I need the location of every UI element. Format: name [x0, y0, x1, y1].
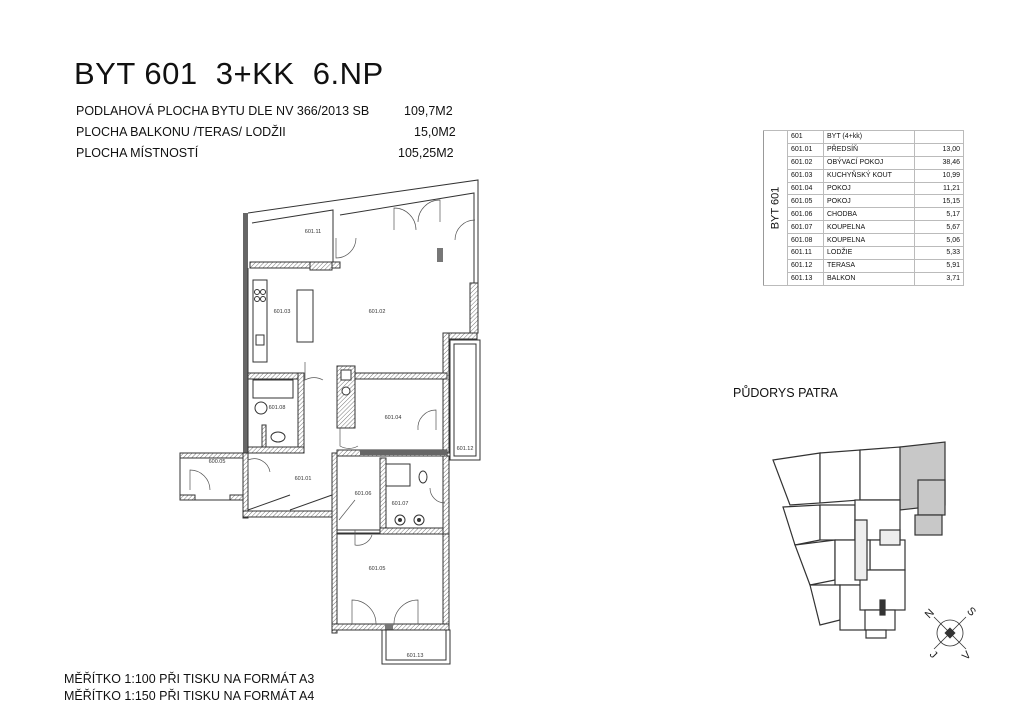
- room-name: POKOJ: [824, 182, 915, 195]
- compass-south: S: [964, 605, 978, 619]
- room-name: LODŽIE: [824, 247, 915, 260]
- room-label: 601.02: [368, 309, 386, 315]
- room-label: 600.05: [208, 459, 226, 465]
- room-code: 601.11: [788, 247, 824, 260]
- room-area: 13,00: [915, 143, 964, 156]
- room-area: 10,99: [915, 169, 964, 182]
- room-name: CHODBA: [824, 208, 915, 221]
- info-value: 15,0M2: [414, 125, 456, 139]
- room-area: 38,46: [915, 156, 964, 169]
- scale-note-a4: MĚŘÍTKO 1:150 PŘI TISKU NA FORMÁT A4: [64, 689, 315, 703]
- room-code: 601.06: [788, 208, 824, 221]
- info-value: 105,25M2: [398, 146, 454, 160]
- info-value: 109,7M2: [404, 104, 453, 118]
- room-code: 601.03: [788, 169, 824, 182]
- info-label: PODLAHOVÁ PLOCHA BYTU DLE NV 366/2013 SB: [76, 104, 370, 118]
- scale-note-a3: MĚŘÍTKO 1:100 PŘI TISKU NA FORMÁT A3: [64, 672, 315, 686]
- room-area: 5,91: [915, 259, 964, 272]
- room-label: 601.03: [273, 309, 291, 315]
- room-code: 601: [788, 131, 824, 144]
- room-label: 601.13: [406, 653, 424, 659]
- building-floor-plan: [773, 442, 945, 638]
- room-code: 601.12: [788, 259, 824, 272]
- kitchen-counter: [253, 280, 267, 362]
- info-label: PLOCHA BALKONU /TERAS/ LODŽII: [76, 125, 286, 139]
- room-code: 601.02: [788, 156, 824, 169]
- kitchen-island: [297, 290, 313, 342]
- room-area: 11,21: [915, 182, 964, 195]
- compass-v: V: [960, 649, 974, 663]
- room-name: PŘEDSÍŇ: [824, 143, 915, 156]
- toilet: [271, 432, 285, 442]
- room-area: 3,71: [915, 272, 964, 285]
- room-code: 601.05: [788, 195, 824, 208]
- floor-plan-title: PŮDORYS PATRA: [733, 386, 838, 400]
- info-label: PLOCHA MÍSTNOSTÍ: [76, 146, 199, 160]
- room-code: 601.04: [788, 182, 824, 195]
- compass-j: J: [926, 648, 940, 662]
- loggia-601-11: [252, 210, 333, 262]
- room-label: 601.01: [294, 476, 312, 482]
- left-wall: [243, 213, 248, 453]
- bathtub: [253, 380, 293, 398]
- room-area: 5,17: [915, 208, 964, 221]
- room-label: 601.06: [354, 491, 372, 497]
- side-label-text: BYT 601: [769, 186, 781, 230]
- compass-icon: [934, 617, 966, 649]
- room-name: POKOJ: [824, 195, 915, 208]
- room-area: 5,67: [915, 221, 964, 234]
- room-area: 15,15: [915, 195, 964, 208]
- compass-north: N: [922, 606, 937, 621]
- room-label: 601.08: [268, 405, 286, 411]
- room-name: BALKON: [824, 272, 915, 285]
- room-name: KUCHYŇSKÝ KOUT: [824, 169, 915, 182]
- washbasin: [255, 402, 267, 414]
- room-area: 5,06: [915, 234, 964, 247]
- room-name: KOUPELNA: [824, 234, 915, 247]
- room-label: 601.12: [456, 446, 474, 452]
- toilet: [419, 471, 427, 483]
- page-title: BYT 601 3+KK 6.NP: [74, 56, 384, 91]
- room-label: 601.07: [391, 501, 409, 507]
- room-code: 601.07: [788, 221, 824, 234]
- room-code: 601.08: [788, 234, 824, 247]
- room-label: 601.04: [384, 415, 402, 421]
- room-name: TERASA: [824, 259, 915, 272]
- room-area: 5,33: [915, 247, 964, 260]
- room-name: BYT (4+kk): [824, 131, 915, 144]
- room-label: 601.05: [368, 566, 386, 572]
- room-code: 601.01: [788, 143, 824, 156]
- room-name: OBÝVACÍ POKOJ: [824, 156, 915, 169]
- shower: [386, 464, 410, 486]
- room-name: KOUPELNA: [824, 221, 915, 234]
- room-code: 601.13: [788, 272, 824, 285]
- room-label: 601.11: [304, 229, 322, 235]
